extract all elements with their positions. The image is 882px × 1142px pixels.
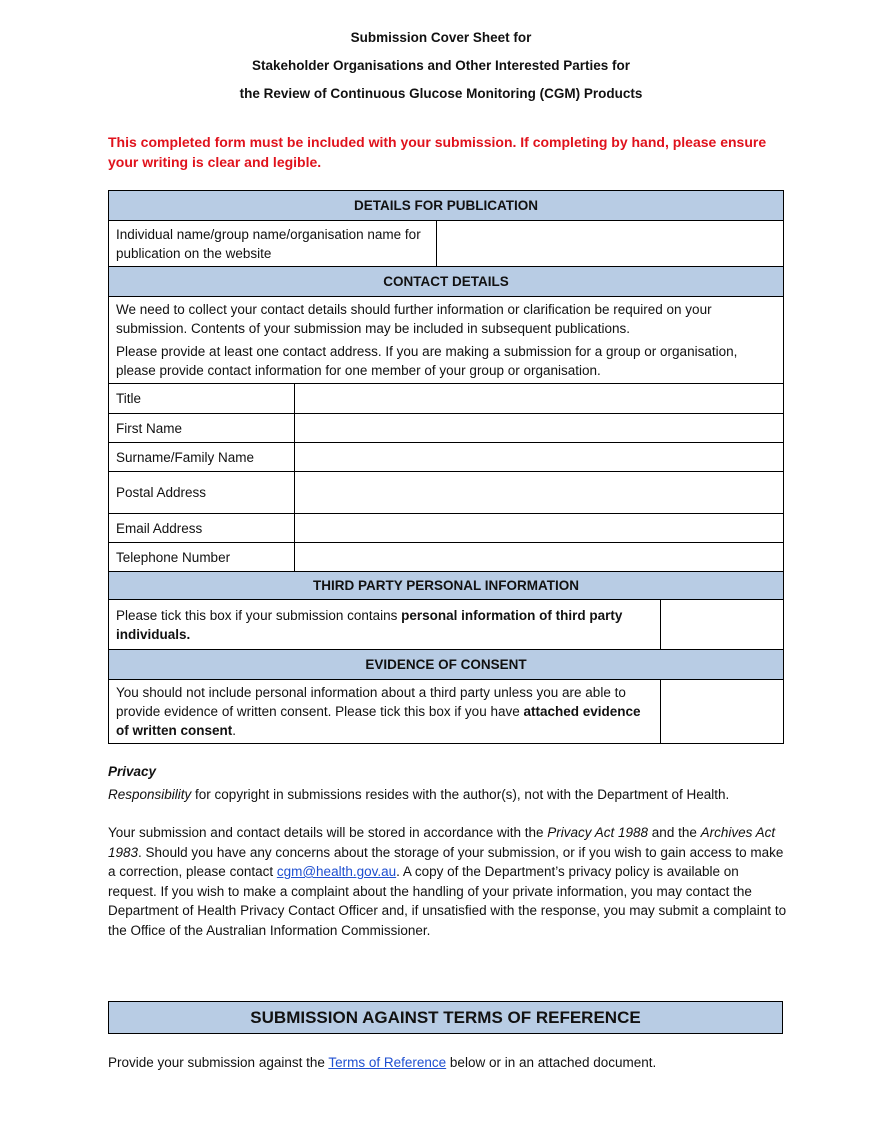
privacy-section: [108, 762, 788, 940]
privacy-heading: Privacy: [108, 764, 157, 779]
contact-intro-cell: [109, 297, 784, 384]
third-party-tick-box[interactable]: [661, 600, 784, 650]
contact-heading: CONTACT DETAILS: [109, 267, 784, 297]
consent-heading: EVIDENCE OF CONSENT: [109, 650, 784, 680]
privacy-paragraph-2: [108, 823, 788, 940]
contact-header-row: [109, 267, 784, 297]
consent-text: [109, 680, 661, 744]
terms-of-reference-link[interactable]: Terms of Reference: [328, 1055, 447, 1070]
first-name-label: First Name: [109, 414, 295, 443]
telephone-field[interactable]: [295, 543, 784, 572]
third-party-row: [109, 600, 784, 650]
publication-name-row: [109, 221, 784, 267]
contact-field-row: [109, 472, 784, 514]
privacy-responsibility-term: Responsibility: [108, 786, 192, 802]
consent-text-plain: You should not include personal information about a third party unless you are able to provide evidence of written consent. Please tick this box if you have: [116, 685, 626, 719]
third-party-text: [109, 600, 661, 650]
terms-text-before: Provide your submission against the: [108, 1055, 329, 1070]
consent-row: [109, 680, 784, 744]
archives-act-name: Archives Act 1983: [108, 825, 776, 860]
title-field[interactable]: [295, 384, 784, 414]
postal-address-field[interactable]: [295, 472, 784, 514]
consent-tick-box[interactable]: [661, 680, 784, 744]
third-party-text-plain: Please tick this box if your submission contains: [116, 607, 402, 623]
terms-instruction: [108, 1053, 788, 1073]
telephone-label: Telephone Number: [109, 543, 295, 572]
postal-address-label: Postal Address: [109, 472, 295, 514]
publication-name-label: Individual name/group name/organisation name for publication on the website: [109, 221, 437, 267]
terms-text-after: below or in an attached document.: [446, 1055, 657, 1070]
contact-field-row: [109, 543, 784, 572]
surname-field[interactable]: [295, 443, 784, 472]
privacy-p1-text: for copyright in submissions resides with the author(s), not with the Department of Health.: [191, 786, 730, 802]
document-title-line-1: Submission Cover Sheet for: [350, 30, 532, 45]
instruction-note: This completed form must be included with your submission. If completing by hand, please ensure your writing is clear and legible.: [108, 134, 767, 170]
email-address-label: Email Address: [109, 514, 295, 543]
title-label: Title: [109, 384, 295, 414]
submission-form-table: [108, 190, 784, 744]
privacy-act-name: Privacy Act 1988: [547, 825, 649, 840]
contact-field-row: [109, 414, 784, 443]
third-party-heading: THIRD PARTY PERSONAL INFORMATION: [109, 572, 784, 600]
privacy-p2-b: and the: [648, 825, 701, 840]
publication-heading: DETAILS FOR PUBLICATION: [109, 191, 784, 221]
email-address-field[interactable]: [295, 514, 784, 543]
document-title-line-2: Stakeholder Organisations and Other Interested Parties for: [251, 58, 631, 73]
publication-name-field[interactable]: [437, 221, 784, 267]
privacy-p2-a: Your submission and contact details will be stored in accordance with the: [108, 825, 548, 840]
first-name-field[interactable]: [295, 414, 784, 443]
publication-header-row: [109, 191, 784, 221]
third-party-text-bold: personal information of third party individuals.: [116, 607, 623, 642]
surname-label: Surname/Family Name: [109, 443, 295, 472]
contact-field-row: [109, 384, 784, 414]
contact-field-row: [109, 514, 784, 543]
contact-intro-paragraph-2: Please provide at least one contact address. If you are making a submission for a group or organisation, please provide contact information for one member of your group or organisation.: [116, 344, 738, 378]
privacy-paragraph-1: [108, 785, 788, 805]
privacy-p2-d: . A copy of the Department’s privacy policy is available on request. If you wish to make a complaint about the handling of your private information, you may contact the Department of Health Privacy Contact Officer and, if unsatisfied with the response, you may submit a complaint to the Office of the Australian Information Commissioner.: [108, 864, 787, 938]
consent-text-bold: attached evidence of written consent: [116, 704, 641, 738]
contact-email-link[interactable]: cgm@health.gov.au: [276, 864, 397, 879]
consent-header-row: [109, 650, 784, 680]
consent-text-end: .: [232, 723, 237, 738]
terms-of-reference-heading: SUBMISSION AGAINST TERMS OF REFERENCE: [108, 1001, 783, 1034]
document-title-line-3: the Review of Continuous Glucose Monitoring (CGM) Products: [239, 86, 643, 101]
third-party-header-row: [109, 572, 784, 600]
privacy-p2-c: . Should you have any concerns about the storage of your submission, or if you wish to gain access to make a correction, please contact: [108, 844, 784, 879]
contact-intro-row: [109, 297, 784, 384]
contact-field-row: [109, 443, 784, 472]
contact-intro-paragraph-1: We need to collect your contact details should further information or clarification be required on your submission. Contents of your submission may be included in subsequent publications.: [116, 302, 712, 336]
